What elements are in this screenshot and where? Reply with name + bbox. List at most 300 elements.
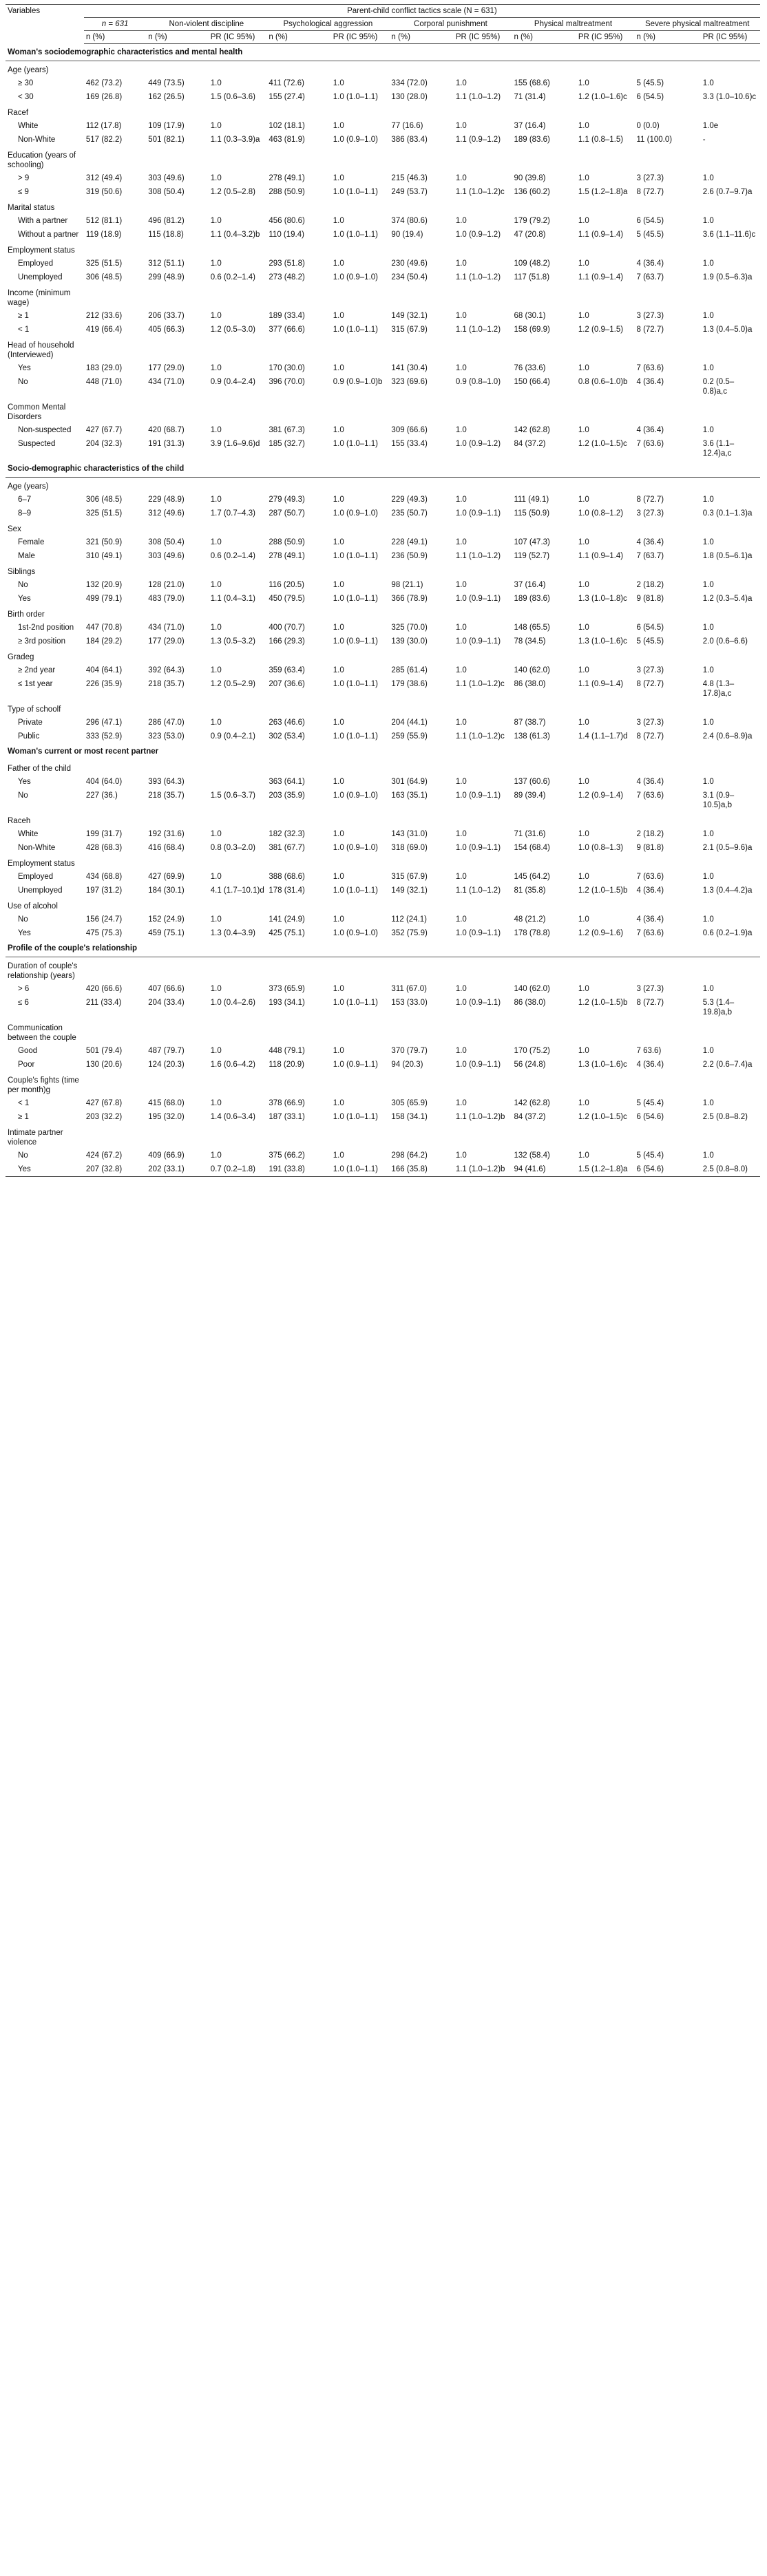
count-cell: 115 (18.8) (148, 231, 184, 239)
count-cell: 7 (63.6) (636, 929, 664, 937)
count-cell: 226 (35.9) (85, 680, 123, 688)
variable-row-filler (84, 606, 760, 621)
count-cell: 7 (63.6) (636, 440, 664, 448)
pr-cell: 1.3 (1.0–1.8)c (578, 595, 627, 603)
category-label: Yes (6, 1162, 84, 1177)
pr-cell: 1.0 (578, 426, 589, 434)
table-row (6, 884, 760, 897)
count-cell: 163 (35.1) (391, 791, 428, 800)
variable-group-row (6, 337, 760, 361)
pr-cell: 1.0 (455, 830, 467, 838)
pr-cell: 1.0 (210, 624, 222, 632)
category-label: ≤ 1st year (18, 680, 53, 688)
count-cell: 6 (54.5) (636, 93, 664, 101)
pr-cell: 1.0 (578, 312, 589, 320)
count-cell: 107 (47.3) (514, 538, 550, 546)
variable-label: Couple's fights (time per month)g (8, 1076, 79, 1094)
category-label: < 1 (18, 326, 30, 334)
variable-row-filler (84, 478, 760, 493)
pr-cell: 1.5 (0.6–3.6) (210, 93, 255, 101)
count-cell: 94 (20.3) (391, 1061, 423, 1069)
count-cell: 308 (50.4) (148, 538, 185, 546)
variable-label: Use of alcohol (8, 902, 58, 911)
pr-cell: 1.0 (333, 830, 344, 838)
pr-cell: 1.0 (210, 312, 222, 320)
variable-label: Age (years) (8, 482, 49, 491)
pr-cell: 1.1 (1.0–1.2)c (455, 680, 505, 688)
table-row (6, 270, 760, 284)
variable-label: Marital status (8, 204, 55, 212)
count-cell: 4 (36.4) (636, 426, 664, 434)
pr-cell: 1.1 (1.0–1.2) (455, 93, 501, 101)
count-cell: 407 (66.6) (148, 985, 185, 993)
count-cell: 325 (51.5) (85, 259, 123, 268)
section-header-row (6, 460, 760, 478)
count-cell: 462 (73.2) (85, 79, 123, 87)
pr-cell: 1.0 (578, 1047, 589, 1055)
count-cell: 450 (79.5) (269, 595, 305, 603)
pr-cell: 1.0 (1.0–1.1) (333, 999, 378, 1007)
count-cell: 94 (41.6) (512, 1162, 576, 1177)
count-cell: 434 (71.0) (148, 624, 185, 632)
pr-cell: 1.0 (578, 79, 589, 87)
count-cell: 501 (82.1) (148, 136, 185, 144)
pr-cell: 1.9 (0.5–6.3)a (702, 273, 753, 281)
variable-label: Head of household (Interviewed) (8, 341, 74, 359)
variable-label: Father of the child (8, 765, 72, 773)
pr-cell: 1.0 (455, 1151, 467, 1160)
count-cell: 308 (50.4) (148, 188, 185, 196)
conflict-tactics-table (6, 4, 760, 1177)
pr-cell: 1.1 (0.9–1.4) (578, 680, 624, 688)
variable-label: Raceh (8, 817, 31, 825)
pr-cell (209, 775, 267, 789)
variables-header: Variables (6, 5, 84, 44)
count-cell: 4 (36.4) (636, 778, 664, 786)
count-cell: 211 (33.4) (85, 999, 122, 1007)
variable-group-row (6, 520, 760, 535)
count-cell: 323 (53.0) (148, 732, 185, 741)
count-cell: 143 (31.0) (391, 830, 428, 838)
pr-cell: 1.0 (0.9–1.0) (333, 791, 378, 800)
count-cell: 84 (37.2) (514, 1113, 546, 1121)
pr-cell: 1.0 (333, 496, 344, 504)
pr-cell: 1.0 (455, 79, 467, 87)
count-cell: 420 (68.7) (148, 426, 185, 434)
count-cell: 37 (16.4) (514, 122, 546, 130)
count-cell: 315 (67.9) (391, 873, 428, 881)
count-cell: 434 (71.0) (148, 378, 185, 386)
header-row-1 (6, 5, 760, 18)
count-cell: 377 (66.6) (269, 326, 305, 334)
col-n-header: n (%) (266, 31, 330, 44)
table-row (6, 119, 760, 133)
n-total-header: n = 631 (84, 18, 146, 31)
variable-group-row (6, 1072, 760, 1096)
variable-label: Sex (8, 525, 21, 533)
category-label: Non-White (18, 844, 56, 852)
count-cell: 3 (27.3) (636, 666, 664, 674)
count-cell: 119 (52.7) (514, 552, 550, 560)
pr-cell: 1.1 (0.8–1.5) (578, 136, 624, 144)
count-cell: 5 (45.5) (636, 79, 664, 87)
count-cell: 158 (34.1) (391, 1113, 428, 1121)
count-cell: 84 (37.2) (514, 440, 546, 448)
pr-cell: 1.8 (0.5–6.1)a (702, 552, 753, 560)
col-n-header: n (%) (84, 31, 146, 44)
pr-cell: 1.0 (1.0–1.1) (333, 231, 378, 239)
pr-cell: 1.0 (455, 496, 467, 504)
pr-cell: 1.0 (455, 122, 467, 130)
variable-row-filler (84, 61, 760, 77)
group-header: Corporal punishment (389, 18, 512, 31)
pr-cell: 1.0 (455, 718, 467, 727)
pr-cell: 1.0 (1.0–1.1) (333, 188, 378, 196)
count-cell: 8 (72.7) (636, 732, 664, 741)
pr-cell: 4.1 (1.7–10.1)d (210, 886, 264, 895)
category-label: ≥ 1 (18, 1113, 29, 1121)
count-cell: 305 (65.9) (391, 1099, 428, 1107)
count-cell: 288 (50.9) (269, 538, 305, 546)
variable-row-filler (84, 701, 760, 716)
pr-cell: 1.0 (578, 830, 589, 838)
count-cell: 191 (33.8) (266, 1162, 330, 1177)
category-label: ≤ 9 (18, 188, 29, 196)
count-cell: 3 (27.3) (636, 509, 664, 518)
count-cell: 195 (32.0) (148, 1113, 185, 1121)
count-cell: 170 (30.0) (269, 364, 305, 372)
count-cell: 427 (69.9) (148, 873, 185, 881)
count-cell: 117 (51.8) (514, 273, 550, 281)
pr-cell: 1.0 (210, 873, 222, 881)
count-cell: 309 (66.6) (391, 426, 428, 434)
pr-cell: 0.6 (0.2–1.4) (210, 273, 255, 281)
count-cell: 517 (82.2) (85, 136, 123, 144)
pr-cell: 2.4 (0.6–8.9)a (702, 732, 753, 741)
variable-group-row (6, 284, 760, 309)
table-row (6, 76, 760, 90)
count-cell: 234 (50.4) (391, 273, 428, 281)
count-cell: 6 (54.6) (634, 1162, 700, 1177)
count-cell: 6 (54.5) (636, 217, 664, 225)
pr-cell: 1.0 (333, 174, 344, 182)
pr-cell: 1.2 (1.0–1.5)b (578, 999, 628, 1007)
count-cell: 77 (16.6) (391, 122, 423, 130)
group-header: Non-violent discipline (146, 18, 266, 31)
pr-cell: 1.1 (1.0–1.2)c (455, 732, 505, 741)
count-cell: 191 (31.3) (148, 440, 185, 448)
category-label: < 30 (18, 93, 34, 101)
category-label: With a partner (18, 217, 68, 225)
count-cell: 249 (53.7) (391, 188, 428, 196)
count-cell: 278 (49.1) (269, 174, 305, 182)
category-label: Non-White (18, 136, 56, 144)
pr-cell: 1.0 (0.9–1.2) (455, 440, 501, 448)
count-cell: 3 (27.3) (636, 718, 664, 727)
count-cell: 215 (46.3) (391, 174, 428, 182)
count-cell: 112 (17.8) (85, 122, 122, 130)
count-cell: 182 (32.3) (269, 830, 305, 838)
table-row (6, 996, 760, 1019)
pr-cell: 1.1 (0.9–1.4) (578, 552, 624, 560)
count-cell: 286 (47.0) (148, 718, 185, 727)
count-cell: 4 (36.4) (636, 259, 664, 268)
count-cell: 189 (83.6) (514, 595, 550, 603)
variable-group-row (6, 855, 760, 870)
count-cell: 4 (36.4) (636, 915, 664, 924)
pr-cell: 1.0 (455, 426, 467, 434)
variable-label: Intimate partner violence (8, 1129, 63, 1147)
variable-group-row (6, 478, 760, 493)
variable-row-filler (84, 147, 760, 171)
pr-cell: 1.0 (333, 1151, 344, 1160)
section-title: Woman's sociodemographic characteristics and mental health (6, 44, 760, 61)
count-cell: 475 (75.3) (85, 929, 123, 937)
category-label: 1st-2nd position (18, 624, 74, 632)
pr-cell: 1.0 (455, 581, 467, 589)
count-cell: 416 (68.4) (148, 844, 185, 852)
count-cell: 124 (20.3) (148, 1061, 185, 1069)
pr-cell: 1.1 (0.9–1.4) (578, 273, 624, 281)
table-row (6, 323, 760, 337)
variable-group-row (6, 897, 760, 913)
count-cell: 158 (69.9) (514, 326, 550, 334)
pr-cell: 1.0 (702, 830, 714, 838)
pr-cell: 1.0 (210, 985, 222, 993)
variable-label: Type of schoolf (8, 705, 61, 714)
category-label: Employed (18, 259, 54, 268)
count-cell: 9 (81.8) (636, 844, 664, 852)
variable-label: Racef (8, 109, 29, 117)
table-body (6, 44, 760, 1177)
count-cell: 141 (30.4) (391, 364, 428, 372)
count-cell: 7 63.6) (636, 1047, 662, 1055)
category-label: Unemployed (18, 886, 63, 895)
pr-cell: 1.0 (0.8–1.2) (578, 509, 624, 518)
pr-cell: 1.0 (210, 915, 222, 924)
pr-cell: 0.2 (0.5–0.8)a,c (702, 378, 735, 396)
count-cell: 448 (71.0) (85, 378, 123, 386)
count-cell: 293 (51.8) (269, 259, 305, 268)
count-cell: 373 (65.9) (269, 985, 305, 993)
pr-cell: 1.0 (333, 312, 344, 320)
pr-cell: 1.0 (578, 624, 589, 632)
count-cell: 8 (72.7) (636, 326, 664, 334)
table-row (6, 309, 760, 323)
count-cell: 177 (29.0) (148, 364, 185, 372)
variable-row-filler (84, 648, 760, 663)
pr-cell: 1.0 (210, 1099, 222, 1107)
category-label: < 1 (18, 1099, 30, 1107)
count-cell: 381 (67.3) (269, 426, 305, 434)
count-cell: 427 (67.8) (85, 1099, 123, 1107)
variable-row-filler (84, 1019, 760, 1044)
count-cell: 199 (31.7) (85, 830, 123, 838)
pr-cell: 1.0 (578, 538, 589, 546)
variable-row-filler (84, 337, 760, 361)
table-row (6, 1096, 760, 1110)
count-cell: 204 (32.3) (85, 440, 123, 448)
count-cell: 4 (36.4) (636, 538, 664, 546)
pr-cell: 1.2 (1.0–1.6)c (578, 93, 627, 101)
table-row (6, 592, 760, 606)
category-label: No (18, 581, 28, 589)
pr-cell: 1.0 (333, 718, 344, 727)
pr-cell: 1.0 (210, 538, 222, 546)
count-cell: 128 (21.0) (148, 581, 185, 589)
pr-cell: 2.0 (0.6–6.6) (702, 637, 748, 646)
pr-cell: 1.0 (333, 915, 344, 924)
count-cell: 449 (73.5) (148, 79, 185, 87)
pr-cell: 1.0 (702, 259, 714, 268)
count-cell: 178 (78.8) (514, 929, 550, 937)
count-cell: 149 (32.1) (391, 886, 428, 895)
pr-cell: 1.0 (333, 259, 344, 268)
count-cell: 184 (29.2) (85, 637, 123, 646)
variable-group-row (6, 104, 760, 119)
count-cell: 2 (18.2) (636, 581, 664, 589)
count-cell: 189 (33.4) (269, 312, 305, 320)
variable-label: Income (minimum wage) (8, 289, 71, 307)
variable-row-filler (84, 563, 760, 578)
pr-cell: 1.1 (1.0–1.2)c (455, 188, 505, 196)
count-cell: 148 (65.5) (514, 624, 550, 632)
pr-cell: 1.2 (1.0–1.5)b (578, 886, 628, 895)
count-cell: 7 (63.6) (636, 364, 664, 372)
pr-cell: 1.0 (333, 364, 344, 372)
variable-row-filler (84, 957, 760, 983)
category-label: ≥ 30 (18, 79, 34, 87)
count-cell: 98 (21.1) (391, 581, 423, 589)
pr-cell: 1.0 (578, 174, 589, 182)
count-cell: 499 (79.1) (85, 595, 123, 603)
pr-cell: 1.1 (1.0–1.2) (455, 552, 501, 560)
table-row (6, 1162, 760, 1177)
pr-cell: - (702, 136, 706, 144)
pr-cell: 1.0 (578, 1099, 589, 1107)
count-cell: 37 (16.4) (514, 581, 546, 589)
variable-row-filler (84, 242, 760, 257)
variable-row-filler (84, 398, 760, 423)
count-cell: 4 (36.4) (636, 886, 664, 895)
col-pr-header: PR (IC 95%) (701, 31, 760, 44)
count-cell: 323 (69.6) (391, 378, 428, 386)
pr-cell: 1.0 (455, 873, 467, 881)
count-cell: 184 (30.1) (148, 886, 185, 895)
category-label: No (18, 915, 28, 924)
pr-cell: 1.0 (0.9–1.1) (455, 999, 501, 1007)
count-cell: 115 (50.9) (514, 509, 550, 518)
pr-cell: 0.6 (0.2–1.9)a (702, 929, 753, 937)
count-cell: 8 (72.7) (636, 999, 664, 1007)
count-cell: 3 (27.3) (636, 174, 664, 182)
variable-group-row (6, 398, 760, 423)
pr-cell: 2.5 (0.8–8.0) (701, 1162, 760, 1177)
pr-cell: 1.0 (578, 259, 589, 268)
pr-cell: 1.0 (702, 312, 714, 320)
category-label: 8–9 (18, 509, 32, 518)
count-cell: 156 (24.7) (85, 915, 123, 924)
count-cell: 303 (49.6) (148, 552, 185, 560)
section-title: Woman's current or most recent partner (8, 747, 159, 756)
col-pr-header: PR (IC 95%) (576, 31, 635, 44)
category-label: Yes (18, 929, 31, 937)
table-row (6, 926, 760, 940)
count-cell: 3 (27.3) (636, 985, 664, 993)
table-row (6, 375, 760, 398)
count-cell: 8 (72.7) (636, 496, 664, 504)
pr-cell: 1.1 (1.0–1.2)b (455, 1113, 505, 1121)
count-cell: 306 (48.5) (85, 496, 123, 504)
pr-cell: 1.0 (0.4–2.6) (210, 999, 255, 1007)
count-cell: 170 (75.2) (514, 1047, 550, 1055)
table-row (6, 423, 760, 437)
pr-cell: 1.0 (333, 778, 344, 786)
count-cell: 230 (49.6) (391, 259, 428, 268)
count-cell: 463 (81.9) (269, 136, 305, 144)
category-label: Public (18, 732, 40, 741)
count-cell: 155 (68.6) (514, 79, 550, 87)
pr-cell: 0.7 (0.2–1.8) (209, 1162, 267, 1177)
count-cell: 321 (50.9) (85, 538, 123, 546)
count-cell: 400 (70.7) (269, 624, 305, 632)
pr-cell: 1.0 (0.8–1.3) (578, 844, 624, 852)
pr-cell: 1.0 (1.0–1.1) (333, 93, 378, 101)
pr-cell: 1.0 (333, 79, 344, 87)
pr-cell: 1.0 (455, 217, 467, 225)
pr-cell: 1.0 (210, 426, 222, 434)
pr-cell: 1.0 (455, 364, 467, 372)
count-cell: 11 (100.0) (636, 136, 673, 144)
count-cell: 116 (20.5) (269, 581, 304, 589)
pr-cell: 1.0 (0.9–1.1) (455, 595, 501, 603)
count-cell: 155 (27.4) (269, 93, 305, 101)
category-label: ≥ 3rd position (18, 637, 65, 646)
table-row (6, 535, 760, 549)
pr-cell: 1.0 (455, 624, 467, 632)
pr-cell: 1.0 (455, 666, 467, 674)
table-row (6, 361, 760, 375)
count-cell: 7 (63.7) (636, 273, 664, 281)
pr-cell: 1.0 (0.9–1.1) (455, 637, 501, 646)
count-cell: 212 (33.6) (85, 312, 123, 320)
pr-cell: 1.0 (210, 217, 222, 225)
category-label: Non-suspected (18, 426, 72, 434)
count-cell: 169 (26.8) (85, 93, 123, 101)
pr-cell: 1.0 (578, 217, 589, 225)
count-cell: 139 (30.0) (391, 637, 428, 646)
table-row (6, 578, 760, 592)
count-cell: 404 (64.1) (85, 666, 123, 674)
category-label: > 6 (18, 985, 30, 993)
count-cell: 8 (72.7) (636, 680, 664, 688)
category-label: Poor (18, 1061, 35, 1069)
count-cell: 153 (33.0) (391, 999, 428, 1007)
count-cell: 87 (38.7) (514, 718, 546, 727)
count-cell: 207 (32.8) (84, 1162, 146, 1177)
pr-cell: 1.0 (0.9–1.1) (333, 1061, 378, 1069)
count-cell: 434 (68.8) (85, 873, 123, 881)
count-cell: 141 (24.9) (269, 915, 305, 924)
count-cell: 2 (18.2) (636, 830, 664, 838)
variable-label: Duration of couple's relationship (years) (8, 962, 78, 980)
pr-cell: 1.0 (210, 581, 222, 589)
pr-cell: 1.0 (702, 624, 714, 632)
pr-cell: 1.0 (455, 985, 467, 993)
count-cell: 483 (79.0) (148, 595, 185, 603)
count-cell: 312 (51.1) (148, 259, 185, 268)
variable-group-row (6, 1124, 760, 1149)
